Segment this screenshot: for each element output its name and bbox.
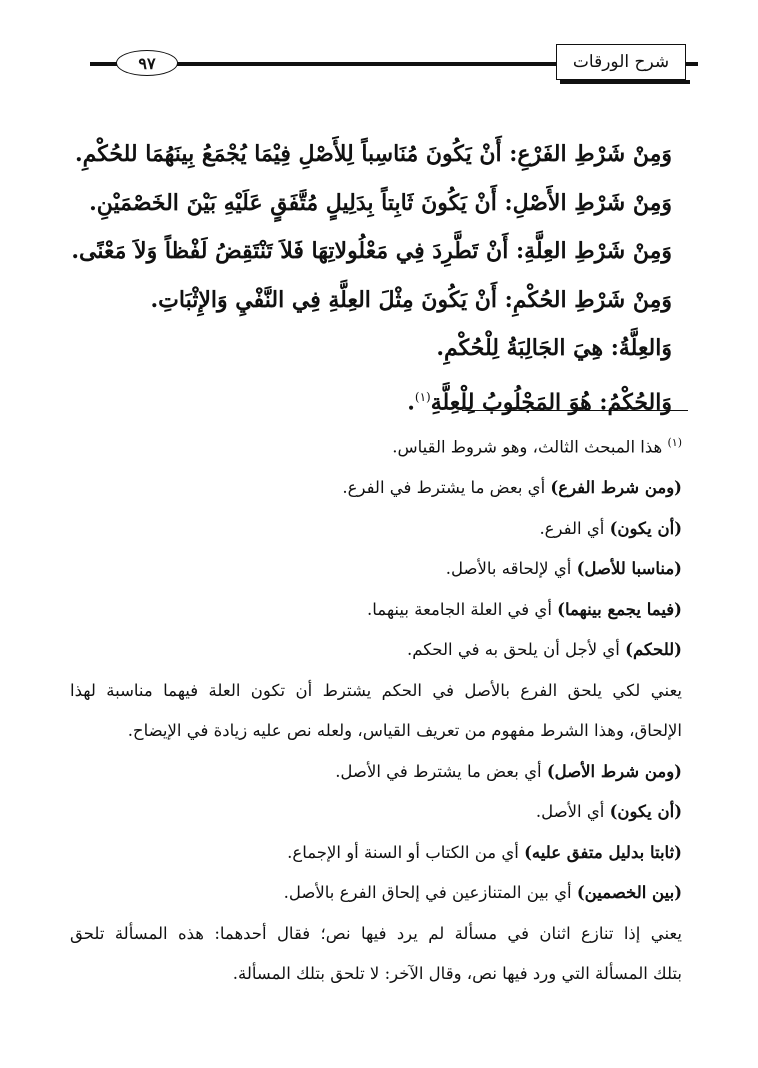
commentary-text	[70, 423, 682, 995]
footnote-separator	[462, 410, 688, 411]
book-title: شرح الورقات	[572, 52, 670, 72]
matn-line: وَمِنْ شَرْطِ الحُكْمِ: أَنْ يَكُونَ مِثْلَ العِلَّةِ فِي النَّفْيِ وَالإِثْبَاتِ.	[150, 286, 672, 313]
footnote-reference: (١)	[414, 389, 431, 404]
commentary-gloss: أي بعض ما يشترط في الفرع.	[342, 478, 551, 497]
commentary-term: (مناسبا للأصل)	[576, 559, 682, 578]
commentary-item	[70, 792, 682, 833]
commentary-gloss: أي في العلة الجامعة بينهما.	[367, 599, 558, 619]
commentary-item	[70, 468, 682, 509]
commentary-gloss: أي بين المتنازعين في إلحاق الفرع بالأصل.	[283, 883, 577, 902]
footnote-line	[70, 423, 682, 468]
commentary-gloss: أي بعض ما يشترط في الأصل.	[335, 761, 547, 781]
matn-text	[72, 130, 672, 426]
matn-line: وَمِنْ شَرْطِ العِلَّةِ: أَنْ تَطَّرِدَ فِي مَعْلُولاتِهَا فَلاَ تَنْتَقِضُ لَفْظاً وَلاَ مَعْنًى.	[71, 238, 672, 264]
commentary-term: (أن يكون)	[609, 802, 682, 821]
commentary-item	[70, 630, 682, 671]
footnote-marker: (١)	[667, 436, 682, 449]
page-number	[116, 50, 178, 76]
commentary-item	[70, 549, 682, 590]
commentary-paragraph-line: بتلك المسألة التي ورد فيها نص، وقال الآخر: لا تلحق بتلك المسألة.	[232, 964, 682, 983]
commentary-item	[70, 833, 682, 874]
matn-line: وَالعِلَّةُ: هِيَ الجَالِبَةُ لِلْحُكْمِ.	[436, 335, 672, 361]
commentary-term: (فيما يجمع بينهما)	[557, 599, 682, 619]
matn-line-last	[72, 373, 672, 427]
commentary-paragraph-line: يعني لكي يلحق الفرع بالأصل في الحكم يشترط أن تكون العلة فيهما مناسبة لهذا	[70, 680, 682, 700]
commentary-item	[70, 509, 682, 550]
commentary-gloss: أي من الكتاب أو السنة أو الإجماع.	[287, 842, 525, 862]
commentary-item	[70, 590, 682, 631]
commentary-term: (للحكم)	[625, 640, 682, 659]
commentary-gloss: أي لأجل أن يلحق به في الحكم.	[406, 640, 626, 659]
commentary-term: (ومن شرط الأصل)	[546, 761, 682, 781]
commentary-term: (ومن شرط الفرع)	[550, 478, 682, 497]
commentary-gloss: أي الفرع.	[539, 518, 610, 538]
commentary-paragraph-line: يعني إذا تنازع اثنان في مسألة لم يرد فيها نص؛ فقال أحدهما: هذه المسألة تلحق	[70, 923, 682, 943]
commentary-paragraph-line: الإلحاق، وهذا الشرط مفهوم من تعريف القياس، ولعله نص عليه زيادة في الإيضاح.	[127, 721, 682, 740]
commentary-term: (بين الخصمين)	[576, 883, 682, 902]
commentary-term: (ثابتا بدليل متفق عليه)	[524, 842, 682, 862]
book-title-box	[556, 44, 686, 80]
matn-line-last-text: وَالحُكْمُ: هُوَ المَجْلُوبُ لِلْعِلَّةِ	[430, 388, 672, 415]
commentary-term: (أن يكون)	[609, 518, 682, 538]
page-number-text: ٩٧	[138, 53, 156, 73]
footnote-text: هذا المبحث الثالث، وهو شروط القياس.	[392, 437, 663, 457]
matn-line: وَمِنْ شَرْطِ الأَصْلِ: أَنْ يَكُونَ ثَابِتاً بِدَلِيلٍ مُتَّفَقٍ عَلَيْهِ بَيْنَ الخَصْمَيْنِ.	[89, 189, 672, 216]
commentary-item	[70, 752, 682, 793]
commentary-item	[70, 873, 682, 914]
matn-line: وَمِنْ شَرْطِ الفَرْعِ: أَنْ يَكُونَ مُنَاسِباً لِلأَصْلِ فِيْمَا يُجْمَعُ بِينَهُمَا للحُكْمِ.	[74, 141, 672, 167]
commentary-gloss: أي لإلحاقه بالأصل.	[445, 559, 577, 578]
commentary-gloss: أي الأصل.	[535, 802, 610, 821]
matn-line-last-end: .	[407, 388, 415, 415]
